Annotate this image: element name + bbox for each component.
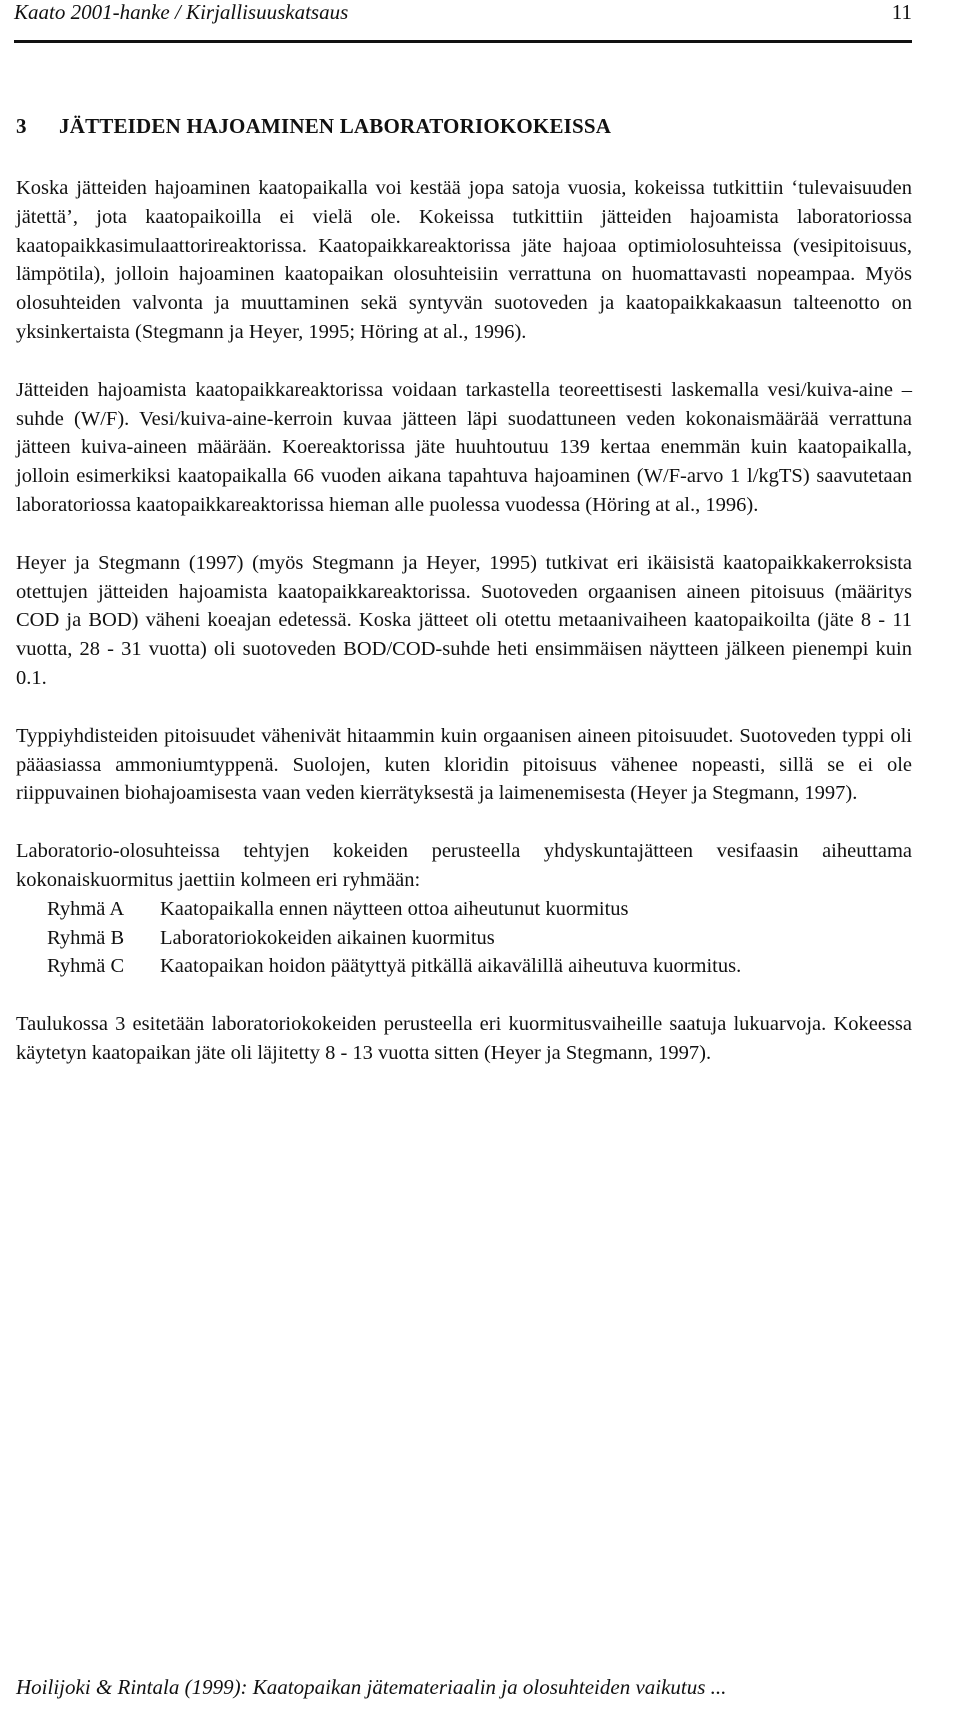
paragraph-3: Heyer ja Stegmann (1997) (myös Stegmann ja Heyer, 1995) tutkivat eri ikäisistä kaatopaikkakerroksista otettujen jätteiden hajoamista kaatopaikkareaktorissa. Suotoveden orgaanisen aineen pitoisuus (määritys COD ja BOD) väheni koeajan edetessä. Koska jätteet oli otettu metaanivaiheen kaatopaikoilta (jäte 8 - 11 vuotta, 28 - 31 vuotta) oli suotoveden BOD/COD-suhde heti ensimmäisen näytteen jälkeen pienempi kuin 0.1. xyxy=(16,551,912,689)
group-row xyxy=(16,952,912,981)
closing-paragraph: Taulukossa 3 esitetään laboratoriokokeiden perusteella eri kuormitusvaiheille saatuja lukuarvoja. Kokeessa käytetyn kaatopaikan jäte oli läjitetty 8 - 13 vuotta sitten (Heyer ja Stegmann, 1997). xyxy=(16,1013,912,1064)
section-title: JÄTTEIDEN HAJOAMINEN LABORATORIOKOKEISSA xyxy=(59,114,612,138)
group-description: Kaatopaikan hoidon päätyttyä pitkällä aikavälillä aiheutuva kuormitus. xyxy=(160,955,742,978)
page-footer: Hoilijoki & Rintala (1999): Kaatopaikan jätemateriaalin ja olosuhteiden vaikutus ... xyxy=(16,1675,727,1699)
group-label: Ryhmä C xyxy=(47,955,125,978)
page-header xyxy=(14,0,912,43)
paragraph-4: Typpiyhdisteiden pitoisuudet vähenivät hitaammin kuin orgaanisen aineen pitoisuudet. Suotoveden typpi oli pääasiassa ammoniumtyppenä. Suolojen, kuten kloridin pitoisuus vähenee nopeasti, sillä se ei ole riippuvainen biohajoamisesta vaan veden kierrätyksestä ja laimenemisesta (Heyer ja Stegmann, 1997). xyxy=(16,724,912,805)
paragraph-5: Laboratorio-olosuhteissa tehtyjen kokeiden perusteella yhdyskuntajätteen vesifaasin aiheuttama kokonaiskuormitus jaettiin kolmeen eri ryhmään: xyxy=(16,840,912,891)
paragraph-1: Koska jätteiden hajoaminen kaatopaikalla voi kestää jopa satoja vuosia, kokeissa tutkittiin ‘tulevaisuuden jätettä’, jota kaatopaikoilla ei vielä ole. Kokeissa tutkittiin jätteiden hajoamista laboratoriossa kaatopaikkasimulaattorireaktorissa. Kaatopaikkareaktorissa jäte hajoaa optimiolosuhteissa (vesipitoisuus, lämpötila), jolloin hajoaminen kaatopaikan olosuhteisiin verrattuna on huomattavasti nopeampaa. Myös olosuhteiden valvonta ja muuttaminen sekä syntyvän suotoveden ja kaatopaikkakaasun talteenotto on yksinkertaista (Stegmann ja Heyer, 1995; Höring at al., 1996). xyxy=(16,177,912,343)
group-row xyxy=(16,895,912,924)
group-description: Kaatopaikalla ennen näytteen ottoa aiheutunut kuormitus xyxy=(160,897,629,920)
group-list xyxy=(16,895,912,981)
page-number: 11 xyxy=(891,0,912,24)
section-heading xyxy=(16,112,912,140)
group-row xyxy=(16,924,912,953)
header-title: Kaato 2001-hanke / Kirjallisuuskatsaus xyxy=(14,0,349,24)
document-body xyxy=(16,112,912,1097)
paragraph-2: Jätteiden hajoamista kaatopaikkareaktorissa voidaan tarkastella teoreettisesti laskemalla vesi/kuiva-aine –suhde (W/F). Vesi/kuiva-aine-kerroin kuvaa jätteen läpi suodattuneen veden kokonaismäärää verrattuna jätteen kuiva-aineen määrään. Koereaktorissa jäte huuhtoutuu 139 kertaa enemmän kuin kaatopaikalla, jolloin esimerkiksi kaatopaikalla 66 vuoden aikana tapahtuva hajoaminen (W/F-arvo 1 l/kgTS) saavutetaan laboratoriossa kaatopaikkareaktorissa hieman alle puolessa vuodessa (Höring at al., 1996). xyxy=(16,378,912,516)
group-label: Ryhmä A xyxy=(47,897,125,920)
group-label: Ryhmä B xyxy=(47,926,125,949)
group-description: Laboratoriokokeiden aikainen kuormitus xyxy=(160,926,495,949)
section-number: 3 xyxy=(16,114,27,138)
